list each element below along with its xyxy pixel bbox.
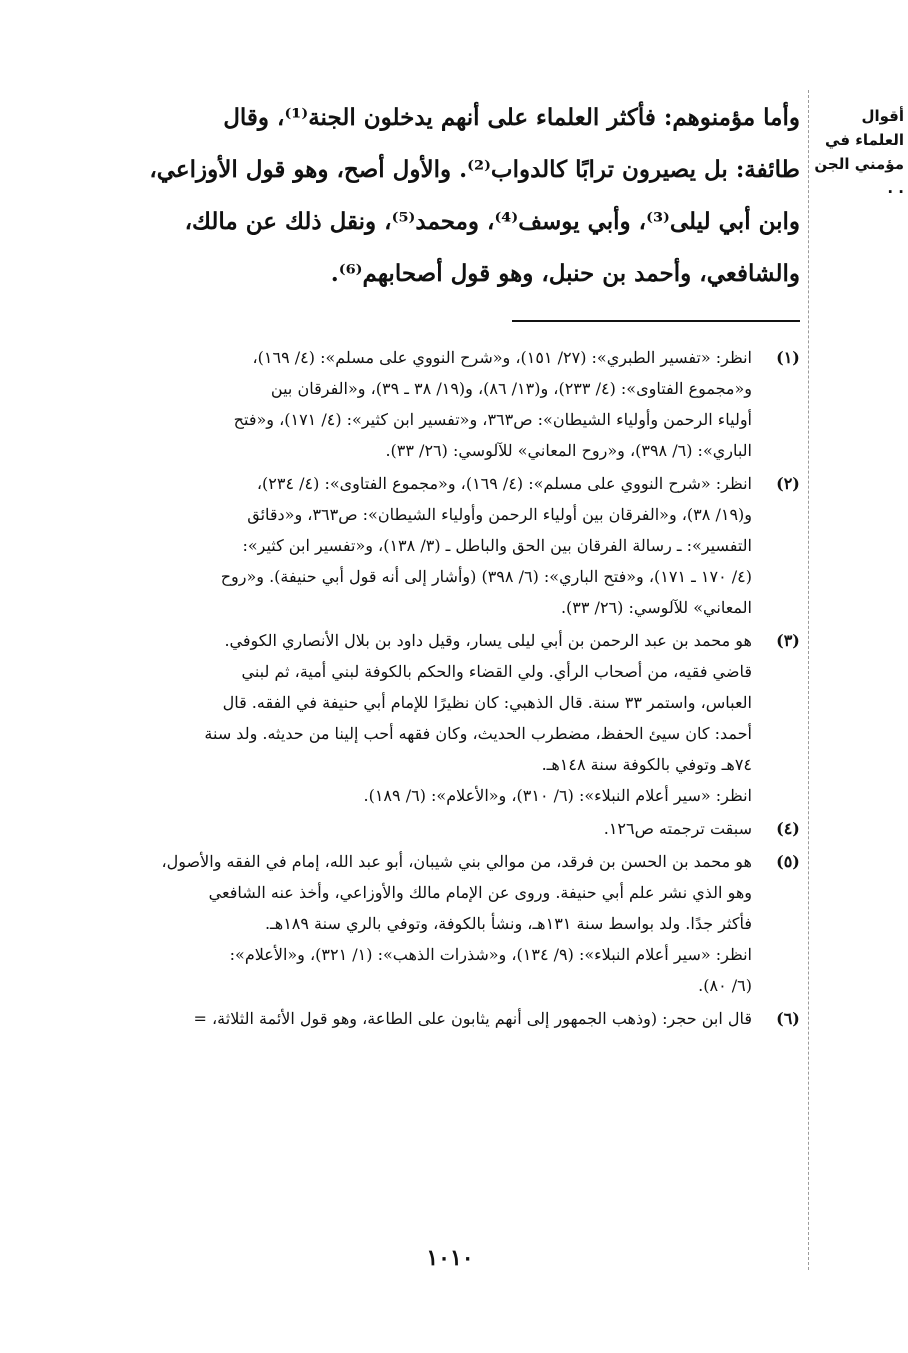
footnote-number: (١) (776, 348, 800, 367)
footnote-line: انظر: «سير أعلام النبلاء»: (٦/ ٣١٠)، و«الأعلام»: (٦/ ١٨٩). (363, 786, 752, 805)
footnote (72, 813, 808, 844)
footnote-line: و(١٩/ ٣٨)، و«الفرقان بين أولياء الرحمن وأولياء الشيطان»: ص٣٦٣، و«دقائق (247, 505, 752, 524)
footnote-number: (٣) (776, 631, 800, 650)
footnote-number: (٦) (776, 1009, 800, 1028)
footnote-line: قال ابن حجر: (وذهب الجمهور إلى أنهم يثابون على الطاعة، وهو قول الأئمة الثلاثة، = (193, 1009, 752, 1028)
footnote-number: (٤) (776, 819, 800, 838)
footnote-line: (٦/ ٨٠). (698, 976, 752, 995)
margin-divider (808, 90, 809, 1270)
footnote-line: العباس، واستمر ٣٣ سنة. قال الذهبي: كان نظيرًا للإمام أبي حنيفة في الفقه. قال (222, 693, 752, 712)
footnote-line: ٧٤هـ وتوفي بالكوفة سنة ١٤٨هـ. (541, 755, 752, 774)
footnote-number: (٢) (776, 474, 800, 493)
main-text-line: وابن أبي ليلى⁽³⁾، وأبي يوسف⁽⁴⁾، ومحمد⁽⁵⁾، ونقل ذلك عن مالك، (184, 208, 800, 235)
main-paragraph (82, 92, 800, 300)
footnote-line: الباري»: (٦/ ٣٩٨)، و«روح المعاني» للآلوسي: (٢٦/ ٣٣). (385, 441, 752, 460)
footnote-line: انظر: «سير أعلام النبلاء»: (٩/ ١٣٤)، و«شذرات الذهب»: (١/ ٣٢١)، و«الأعلام»: (229, 945, 752, 964)
footnote-line: التفسير»: ـ رسالة الفرقان بين الحق والباطل ـ (٣/ ١٣٨)، و«تفسير ابن كثير»: (242, 536, 752, 555)
footnotes (72, 342, 808, 1036)
margin-note (812, 104, 904, 200)
footnote-separator (512, 320, 800, 322)
footnote-line: قاضي فقيه، من أصحاب الرأي. ولي القضاء والحكم بالكوفة لبني أمية، ثم لبني (241, 662, 752, 681)
footnote-line: انظر: «شرح النووي على مسلم»: (٤/ ١٦٩)، و«مجموع الفتاوى»: (٤/ ٢٣٤)، (256, 474, 752, 493)
margin-note-line: أقوال العلماء في (825, 107, 904, 149)
footnote-line: و«مجموع الفتاوى»: (٤/ ٢٣٣)، و(١٣/ ٨٦)، و(١٩/ ٣٨ ـ ٣٩)، و«الفرقان بين (270, 379, 752, 398)
page-number: ١٠١٠ (426, 1245, 474, 1271)
footnote (72, 846, 808, 1001)
footnote-line: سبقت ترجمته ص١٢٦. (603, 819, 752, 838)
margin-note-line: مؤمني الجن . . (814, 155, 904, 197)
footnote (72, 468, 808, 623)
footnote-number: (٥) (776, 852, 800, 871)
footnote-line: هو محمد بن عبد الرحمن بن أبي ليلى يسار، وقيل داود بن بلال الأنصاري الكوفي. (224, 631, 752, 650)
main-text-line: طائفة: بل يصيرون ترابًا كالدواب⁽²⁾. والأول أصح، وهو قول الأوزاعي، (149, 156, 800, 183)
footnote-line: وهو الذي نشر علم أبي حنيفة. وروى عن الإمام مالك والأوزاعي، وأخذ عنه الشافعي (208, 883, 752, 902)
footnote-line: فأكثر جدًا. ولد بواسط سنة ١٣١هـ، ونشأ بالكوفة، وتوفي بالري سنة ١٨٩هـ. (264, 914, 752, 933)
footnote-line: المعاني» للآلوسي: (٢٦/ ٣٣). (560, 598, 752, 617)
footnote (72, 1003, 808, 1034)
footnote (72, 342, 808, 466)
main-text-line: والشافعي، وأحمد بن حنبل، وهو قول أصحابهم⁽⁶⁾. (330, 260, 800, 287)
footnote-line: انظر: «تفسير الطبري»: (٢٧/ ١٥١)، و«شرح النووي على مسلم»: (٤/ ١٦٩)، (252, 348, 752, 367)
footnote-line: (٤/ ١٧٠ ـ ١٧١)، و«فتح الباري»: (٦/ ٣٩٨) (وأشار إلى أنه قول أبي حنيفة). و«روح (220, 567, 752, 586)
footnote-line: أولياء الرحمن وأولياء الشيطان»: ص٣٦٣، و«تفسير ابن كثير»: (٤/ ١٧١)، و«فتح (233, 410, 752, 429)
footnote-line: أحمد: كان سيئ الحفظ، مضطرب الحديث، وكان فقهه أحب إلينا من حديثه. ولد سنة (204, 724, 752, 743)
main-text-line: وأما مؤمنوهم: فأكثر العلماء على أنهم يدخلون الجنة⁽¹⁾، وقال (223, 104, 800, 131)
footnote-line: هو محمد بن الحسن بن فرقد، من موالي بني شيبان، أبو عبد الله، إمام في الفقه والأصول، (161, 852, 752, 871)
footnote (72, 625, 808, 811)
